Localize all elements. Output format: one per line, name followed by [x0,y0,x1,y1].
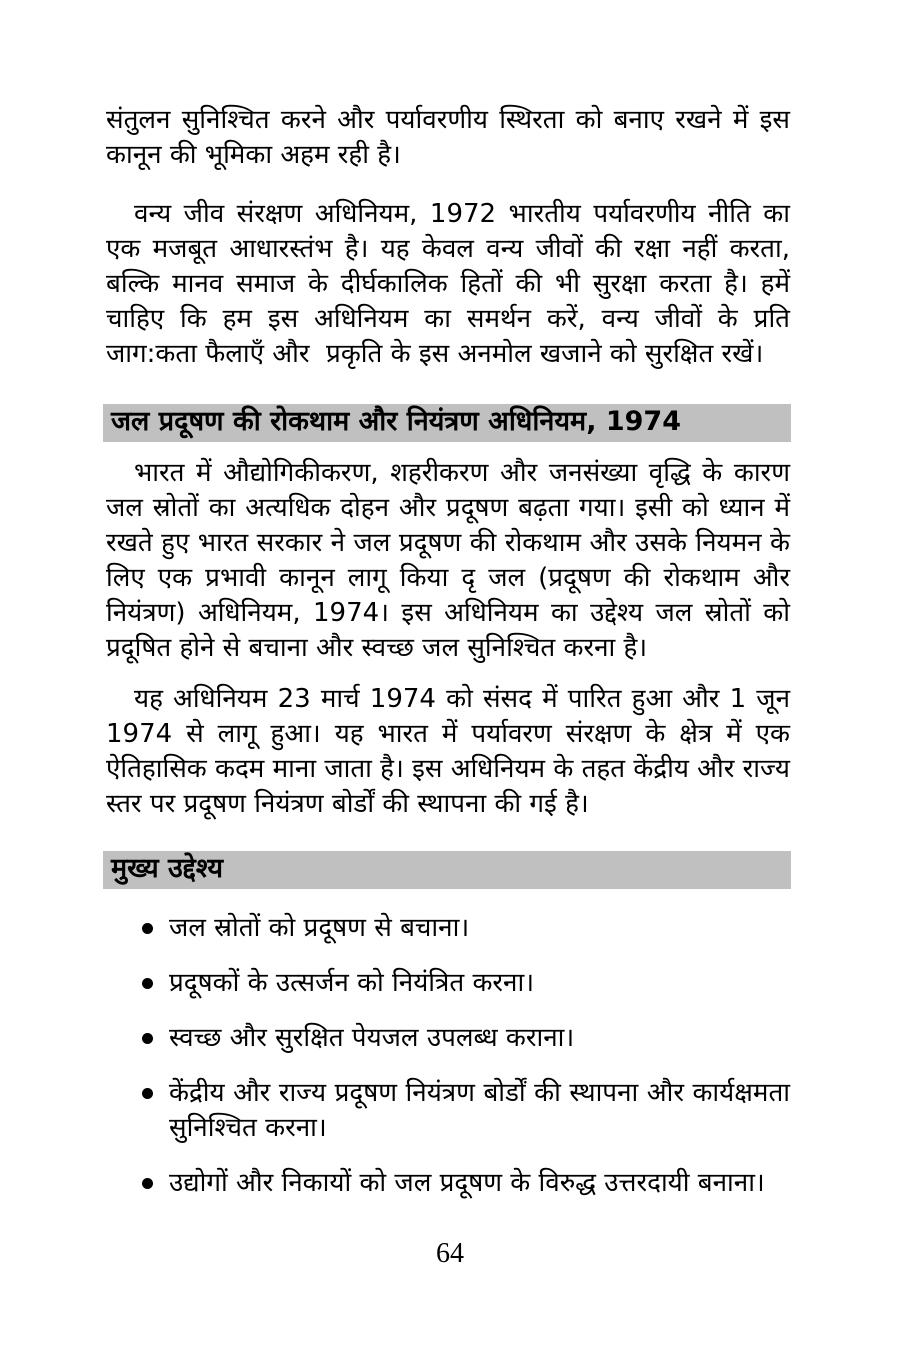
list-item [142,966,790,1001]
paragraph-water-act-background: भारत में औद्योगिकीकरण, शहरीकरण और जनसंख्या वृद्धि के कारण जल स्रोतों का अत्यधिक दोहन और प्रदूषण बढ़ता गया। इसी को ध्यान में रखते हुए भारत सरकार ने जल प्रदूषण की रोकथाम और उसके नियमन के लिए एक प्रभावी कानून लागू किया दृ जल (प्रदूषण की रोकथाम और नियंत्रण) अधिनियम, 1974। इस अधिनियम का उद्देश्य जल स्रोतों को प्रदूषित होने से बचाना और स्वच्छ जल सुनिश्चित करना है। [106,458,790,663]
objectives-list [106,911,790,1201]
list-item [142,1021,790,1056]
page-content [106,103,790,1221]
page-number: 64 [436,1238,464,1269]
paragraph-wildlife-act: वन्य जीव संरक्षण अधिनियम, 1972 भारतीय पर्यावरणीय नीति का एक मजबूत आधारस्तंभ है। यह केवल वन्य जीवों की रक्षा नहीं करता, बल्कि मानव समाज के दीर्घकालिक हितों की भी सुरक्षा करता है। हमें चाहिए कि हम इस अधिनियम का समर्थन करें, वन्य जीवों के प्रति जाग:कता फैलाएँ और प्रकृति के इस अनमोल खजाने को सुरक्षित रखें। [106,199,790,369]
bullet-icon [142,1088,153,1099]
paragraph-intro-continuation: संतुलन सुनिश्चित करने और पर्यावरणीय स्थिरता को बनाए रखने में इस कानून की भूमिका अहम रही है। [106,105,790,170]
objective-text: स्वच्छ और सुरक्षित पेयजल उपलब्ध कराना। [169,1023,575,1053]
section-heading-objectives: मुख्य उद्देश्य [103,851,791,889]
list-item [142,1166,790,1201]
bullet-icon [142,1033,153,1044]
list-item [142,1076,790,1146]
objective-text: केंद्रीय और राज्य प्रदूषण नियंत्रण बोर्डों की स्थापना और कार्यक्षमता सुनिश्चित करना। [169,1078,790,1143]
section-heading-water-act: जल प्रदूषण की रोकथाम और नियंत्रण अधिनियम, 1974 [103,404,791,442]
bullet-icon [142,923,153,934]
list-item [142,911,790,946]
bullet-icon [142,1178,153,1189]
paragraph-water-act-history: यह अधिनियम 23 मार्च 1974 को संसद में पारित हुआ और 1 जून 1974 से लागू हुआ। यह भारत में पर्यावरण संरक्षण के क्षेत्र में एक ऐतिहासिक कदम माना जाता है। इस अधिनियम के तहत केंद्रीय और राज्य स्तर पर प्रदूषण नियंत्रण बोर्डों की स्थापना की गई है। [106,684,790,819]
objective-text: उद्योगों और निकायों को जल प्रदूषण के विरुद्ध उत्तरदायी बनाना। [169,1168,765,1198]
objective-text: प्रदूषकों के उत्सर्जन को नियंत्रित करना। [169,968,535,998]
objective-text: जल स्रोतों को प्रदूषण से बचाना। [169,913,470,943]
bullet-icon [142,978,153,989]
